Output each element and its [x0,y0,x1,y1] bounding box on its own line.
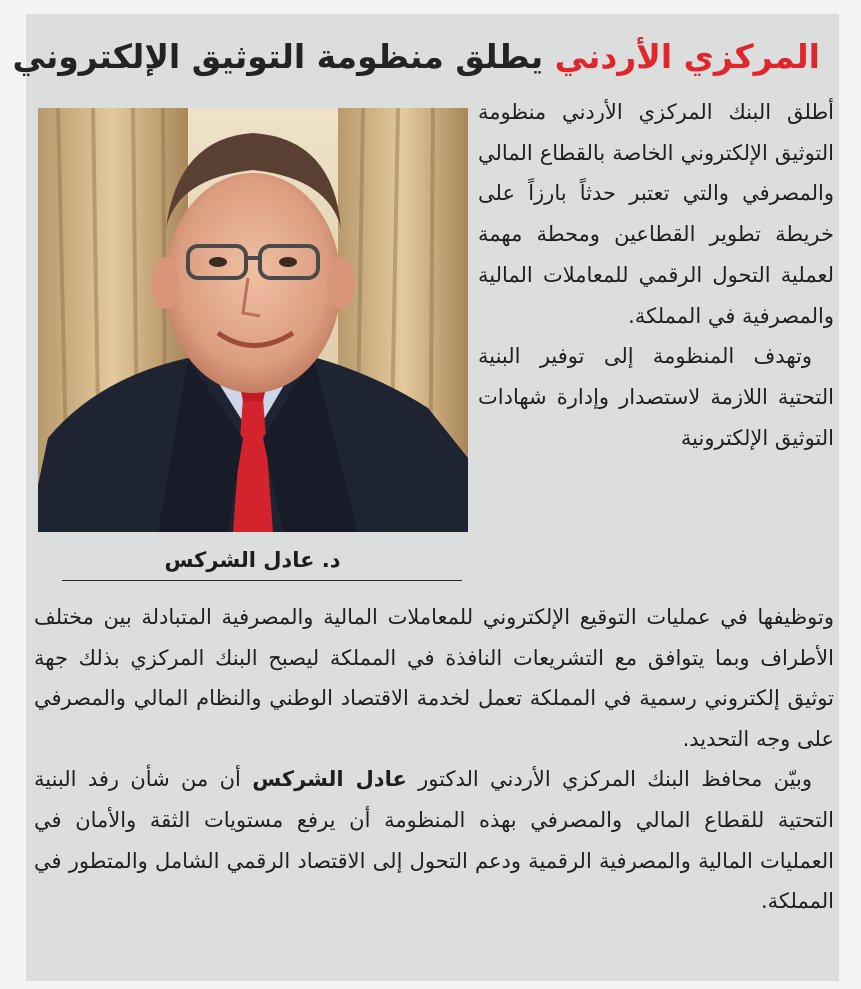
article-paragraph-2-cont: وتوظيفها في عمليات التوقيع الإلكتروني للمعاملات المالية والمصرفية المتبادلة بين مختلف الأطراف وبما يتوافق مع التشريعات النافذة في المملكة ليصبح البنك المركزي بذلك جهة توثيق إلكتروني رسمية في المملكة تعمل لخدمة الاقتصاد الوطني والنظام المالي والمصرفي على وجه التحديد. [34,605,834,751]
photo-caption: د. عادل الشركس [164,548,341,572]
scan-margin-bottom [0,981,861,989]
paragraph-3-lead: وبيّن محافظ البنك المركزي الأردني الدكتور [418,767,812,792]
scan-margin-top [0,0,861,14]
article-wide-text [34,597,834,922]
paragraph-3-body: أن من شأن رفد البنية التحتية للقطاع المالي والمصرفي بهذه المنظومة أن يرفع مستويات الثقة والأمان في العمليات المالية والمصرفية الرقمية ودعم التحول إلى الاقتصاد الرقمي الشامل والمتطور في المملكة. [34,767,834,914]
article-headline [12,26,820,88]
scan-margin-right [839,0,861,989]
headline-accent: المركزي الأردني [554,37,820,76]
governor-name: عادل الشركس [252,767,407,792]
article-paragraph-1: أطلق البنك المركزي الأردني منظومة التوثيق الإلكتروني الخاصة بالقطاع المالي والمصرفي والتي تعتبر حدثاً بارزاً على خريطة تطوير القطاعين ومحطة مهمة لعملية التحول الرقمي للمعاملات المالية والمصرفية في المملكة. [478,100,834,328]
article-paragraph-3 [34,759,834,921]
portrait-photo [38,108,468,532]
article-column [478,92,834,458]
scan-margin-left [0,0,26,989]
caption-divider [62,580,462,581]
article-paragraph-2-start: وتهدف المنظومة إلى توفير البنية التحتية اللازمة لاستصدار وإدارة شهادات التوثيق الإلكترونية [478,344,834,450]
portrait-illustration [38,108,468,532]
headline-main: يطلق منظومة التوثيق الإلكتروني [12,37,544,76]
